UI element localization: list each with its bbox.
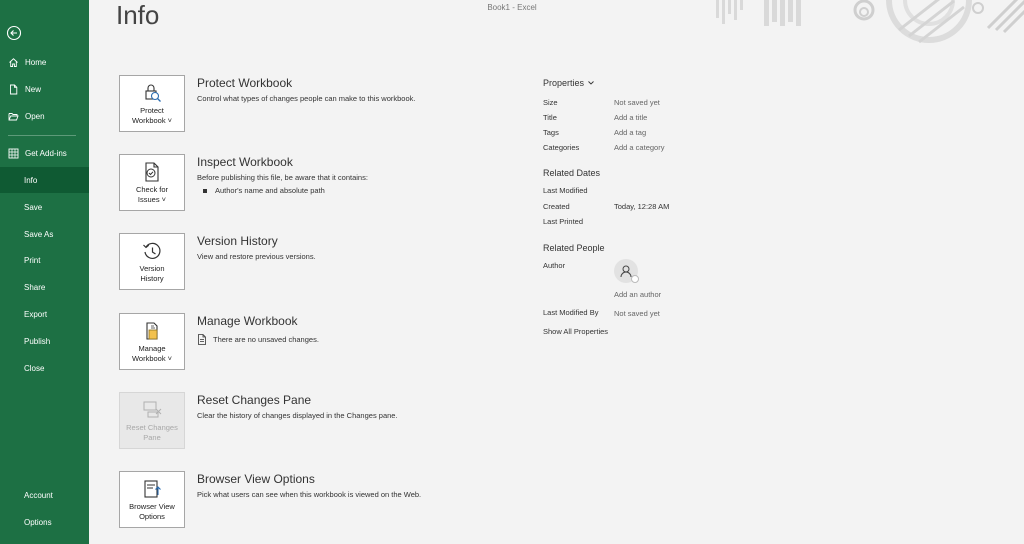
inspect-workbook-section	[119, 154, 539, 212]
manage-workbook-desc: There are no unsaved changes.	[213, 335, 319, 344]
last-modified-label: Last Modified	[543, 186, 588, 195]
manage-workbook-section	[119, 313, 539, 371]
browser-view-options-desc: Pick what users can see when this workbook is viewed on the Web.	[197, 490, 422, 499]
nav-share[interactable]	[0, 274, 89, 300]
inspect-workbook-title: Inspect Workbook	[197, 155, 293, 169]
browser-view-options-title: Browser View Options	[197, 472, 315, 486]
created-value: Today, 12:28 AM	[614, 202, 670, 211]
nav-publish[interactable]	[0, 328, 89, 354]
browser-view-options-section	[119, 471, 539, 529]
nav-share-label: Share	[24, 282, 46, 292]
nav-new-label: New	[25, 84, 42, 94]
nav-save-as-label: Save As	[24, 229, 54, 239]
reset-changes-pane-section	[119, 392, 539, 450]
history-clock-icon	[141, 240, 163, 262]
reset-changes-pane-button	[119, 392, 185, 449]
sidebar-divider	[8, 135, 76, 136]
check-for-issues-tile-label: Check for Issues ˅	[135, 185, 169, 204]
protect-workbook-title: Protect Workbook	[197, 76, 293, 90]
document-icon	[197, 334, 207, 345]
version-history-title: Version History	[197, 234, 278, 248]
page-title: Info	[116, 4, 160, 26]
check-for-issues-button[interactable]	[119, 154, 185, 211]
back-button[interactable]	[4, 23, 24, 43]
nav-get-addins[interactable]	[0, 140, 89, 166]
nav-save[interactable]	[0, 194, 89, 220]
prop-title-value[interactable]: Add a title	[614, 113, 648, 122]
author-label: Author	[543, 261, 566, 270]
prop-categories-label: Categories	[543, 143, 580, 152]
nav-get-addins-label: Get Add-ins	[25, 148, 67, 158]
nav-account[interactable]	[0, 482, 89, 508]
nav-close[interactable]	[0, 355, 89, 381]
chevron-down-icon	[587, 80, 595, 86]
check-document-icon	[141, 161, 163, 183]
last-modified-by-label: Last Modified By	[543, 308, 599, 317]
nav-print[interactable]	[0, 247, 89, 273]
nav-info[interactable]	[0, 167, 89, 193]
nav-close-label: Close	[24, 363, 45, 373]
related-dates-title: Related Dates	[543, 168, 601, 178]
reset-changes-pane-desc: Clear the history of changes displayed in the Changes pane.	[197, 411, 398, 420]
nav-open-label: Open	[25, 111, 45, 121]
nav-options-label: Options	[24, 517, 52, 527]
related-people-title: Related People	[543, 243, 605, 253]
folder-open-icon	[8, 111, 19, 122]
back-arrow-icon	[4, 23, 24, 43]
home-icon	[8, 57, 19, 68]
inspect-bullet-item	[203, 186, 325, 195]
window-title: Book1 - Excel	[487, 3, 537, 12]
prop-size-value: Not saved yet	[614, 98, 660, 107]
inspect-workbook-desc: Before publishing this file, be aware that it contains:	[197, 173, 368, 182]
nav-options[interactable]	[0, 509, 89, 535]
inspect-bullet-text: Author's name and absolute path	[215, 186, 325, 195]
nav-home[interactable]	[0, 49, 89, 75]
properties-header: Properties	[543, 78, 585, 88]
grid-icon	[8, 148, 19, 159]
nav-export-label: Export	[24, 309, 48, 319]
manage-workbook-tile-label: Manage Workbook ˅	[131, 344, 173, 363]
prop-size-label: Size	[543, 98, 558, 107]
prop-tags-value[interactable]: Add a tag	[614, 128, 647, 137]
nav-save-as[interactable]	[0, 221, 89, 247]
add-author-link[interactable]: Add an author	[614, 290, 662, 299]
reset-pane-icon	[141, 399, 163, 421]
protect-workbook-desc: Control what types of changes people can make to this workbook.	[197, 94, 416, 103]
last-printed-label: Last Printed	[543, 217, 584, 226]
manage-workbook-title: Manage Workbook	[197, 314, 298, 328]
bullet-square-icon	[203, 189, 207, 193]
manage-workbook-status	[197, 334, 319, 345]
backstage-sidebar	[0, 0, 89, 544]
nav-info-label: Info	[24, 175, 38, 185]
show-all-properties-link[interactable]: Show All Properties	[543, 327, 609, 336]
prop-title-label: Title	[543, 113, 557, 122]
properties-panel	[543, 78, 763, 336]
nav-export[interactable]	[0, 301, 89, 327]
nav-print-label: Print	[24, 255, 41, 265]
protect-workbook-section	[119, 75, 539, 133]
new-document-icon	[8, 84, 19, 95]
nav-open[interactable]	[0, 103, 89, 129]
manage-workbook-icon	[141, 320, 163, 342]
nav-home-label: Home	[25, 57, 47, 67]
status-dot-icon	[631, 275, 639, 283]
browser-view-options-tile-label: Browser View Options	[129, 502, 175, 521]
prop-tags-label: Tags	[543, 128, 559, 137]
last-modified-by-value: Not saved yet	[614, 309, 660, 318]
manage-workbook-button[interactable]	[119, 313, 185, 370]
reset-changes-pane-tile-label: Reset Changes Pane	[126, 423, 178, 442]
version-history-button[interactable]	[119, 233, 185, 290]
avatar	[614, 259, 638, 283]
browser-view-icon	[141, 478, 163, 500]
created-label: Created	[543, 202, 570, 211]
nav-publish-label: Publish	[24, 336, 51, 346]
nav-new[interactable]	[0, 76, 89, 102]
nav-save-label: Save	[24, 202, 43, 212]
reset-changes-pane-title: Reset Changes Pane	[197, 393, 312, 407]
lock-search-icon	[141, 82, 163, 104]
version-history-section	[119, 233, 539, 291]
nav-account-label: Account	[24, 490, 53, 500]
header-decoration	[704, 0, 1024, 48]
version-history-tile-label: Version History	[139, 264, 165, 283]
properties-dropdown[interactable]	[543, 78, 763, 88]
browser-view-options-button[interactable]	[119, 471, 185, 528]
prop-categories-value[interactable]: Add a category	[614, 143, 665, 152]
protect-workbook-button[interactable]	[119, 75, 185, 132]
protect-workbook-tile-label: Protect Workbook ˅	[131, 106, 173, 125]
version-history-desc: View and restore previous versions.	[197, 252, 316, 261]
